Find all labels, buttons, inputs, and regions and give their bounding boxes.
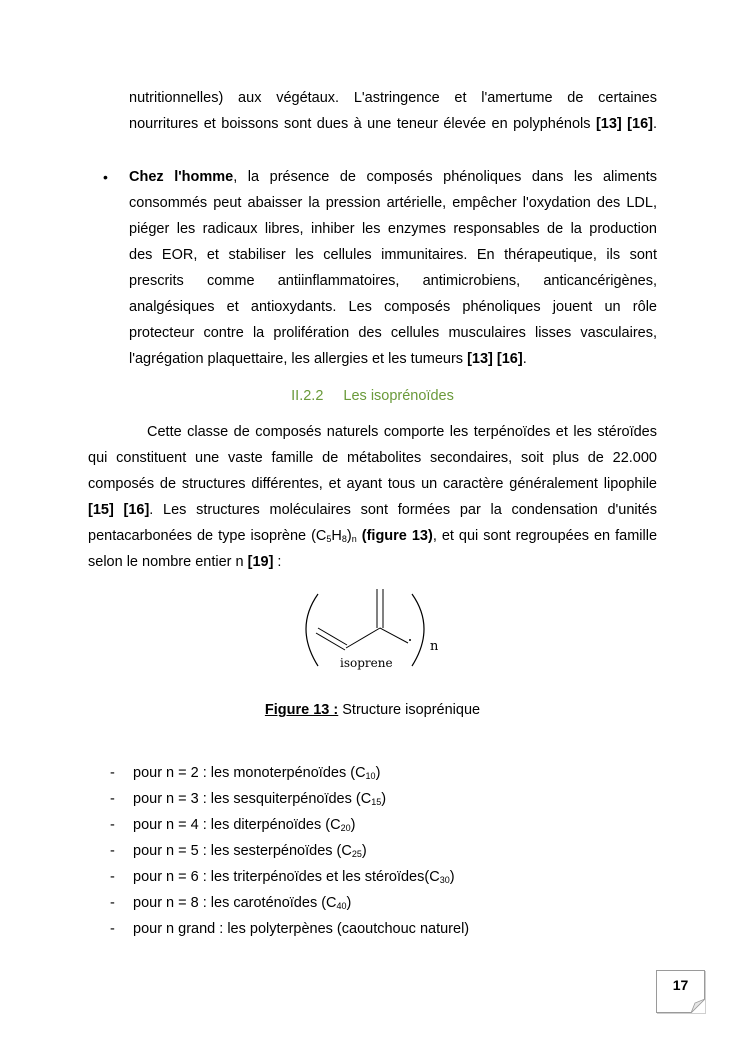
bond [380,628,408,643]
left-bracket [306,594,318,666]
citation: [13] [16] [595,116,653,132]
molecule-label: isoprene [340,656,393,670]
subscript-n: n [430,639,439,654]
page-curl-icon [691,999,705,1013]
text-line: nutritionnelles) aux végétaux. L'astringence et l'amertume de certaines [129,90,657,106]
text-line: consommés peut abaisser la pression artérielle, empêcher l'oxydation des LDL, [129,195,657,211]
text-line: Cette classe de composés naturels comporte les terpénoïdes et les stéroïdes [147,424,657,440]
section-number: II.2.2 [291,388,324,404]
text-line: prescrits comme antiinflammatoires, antimicrobiens, anticancérigènes, [129,273,657,289]
list-item: - pour n = 2 : les monoterpénoïdes $(C_{10})$ [110,765,381,781]
terpenoid-list [110,760,469,942]
right-bracket [412,594,424,666]
text-line: piéger les radicaux libres, inhiber les enzymes responsables de la production [129,221,657,237]
bullet-paragraph [129,164,657,372]
section-heading [0,388,745,404]
text-line: composés de structures différentes, et ayant tous un caractère généralement lipophile [88,476,657,492]
list-item: - pour n = 5 : les sesterpénoïdes $(C_{25})$ [110,843,367,859]
text-line: selon le nombre entier n [19] : [88,554,282,570]
caption-label: Figure 13 : [264,702,339,718]
text-line: nourritures et boissons sont dues à une teneur élevée en polyphénols [13] [16]. [129,116,657,132]
text-line: Chez l'homme, la présence de composés phénoliques dans les aliments [129,169,657,185]
isoprene-structure-drawing [290,588,460,678]
bond [346,628,380,648]
text-line: qui constituent une vaste famille de métabolites secondaires, soit plus de 22.000 [88,450,657,466]
page-number: 17 [672,977,689,993]
bullet-icon: • [103,169,108,185]
list-item: - pour n = 3 : les sesquiterpénoïdes $(C_{15})$ [110,791,387,807]
figure-reference: (figure 13) [356,528,433,544]
text-line: pentacarbonées de type isoprène $(C_5H_8)_n$ (figure 13), et qui sont regroupées en famille [88,528,658,544]
section-title: Les isoprénoïdes [343,388,454,404]
citation: [15] [16] [88,502,150,518]
text-line: [15] [16]. Les structures moléculaires sont formées par la condensation d'unités [88,502,658,518]
top-paragraph [129,85,657,137]
list-item: - pour n = 4 : les diterpénoïdes $(C_{20})$ [110,817,356,833]
figure-caption [0,702,745,718]
text-line: analgésiques et antioxydants. Les composés phénoliques jouent un rôle [129,299,657,315]
text-line: des EOR, et stabiliser les cellules immunitaires. En thérapeutique, ils sont [129,247,657,263]
list-item: - pour n = 6 : les triterpénoïdes et les $stéroïdes(C_{30})$ [110,869,455,885]
body-paragraph [88,419,657,575]
list-item: - pour n = 8 : les caroténoïdes $(C_{40})$ [110,895,352,911]
caption-text: Structure isoprénique [338,702,481,718]
text-line: l'agrégation plaquettaire, les allergies et les tumeurs [13] [16]. [129,351,527,367]
list-item: - pour n grand : les polyterpènes (caoutchouc naturel) [110,921,470,937]
citation: [19] [247,554,274,570]
text-line: protecteur contre la prolifération des cellules musculaires lisses vasculaires, [129,325,657,341]
isoprene-structure-figure [290,588,460,678]
citation: [13] [16] [467,351,523,367]
page-number-box [656,970,705,1013]
radical-dot [409,639,411,641]
